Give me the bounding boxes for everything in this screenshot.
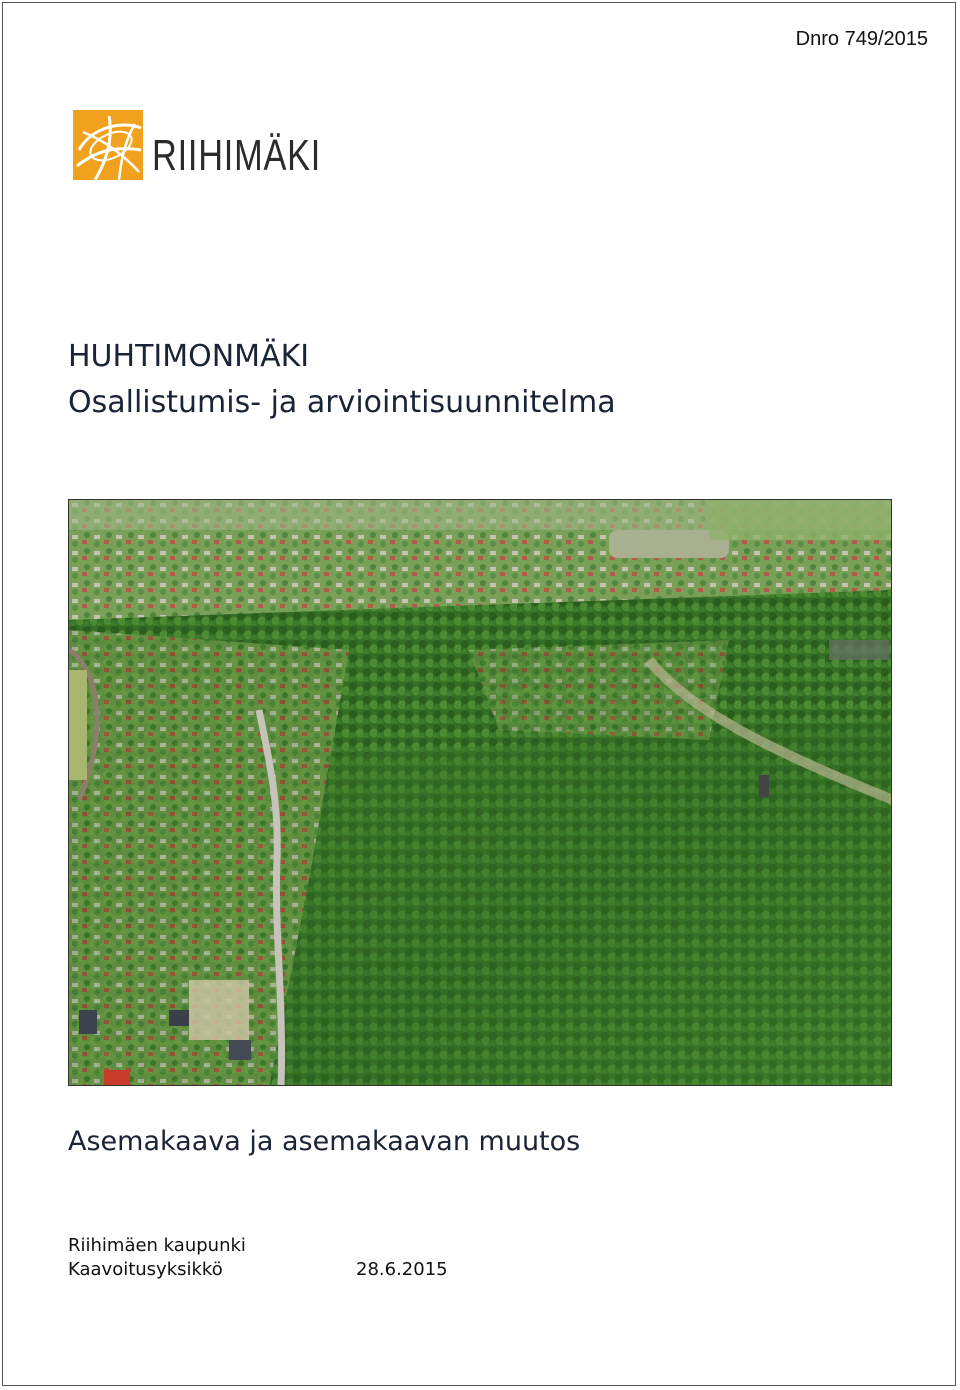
title-line-1: HUHTIMONMÄKI — [68, 339, 310, 374]
organization-name: Riihimäen kaupunki — [68, 1235, 246, 1256]
organization-block — [68, 1234, 246, 1282]
document-date: 28.6.2015 — [356, 1259, 448, 1280]
document-subtitle: Asemakaava ja asemakaavan muutos — [68, 1126, 581, 1157]
logo-wordmark: RIIHIMÄKI — [152, 131, 322, 180]
aerial-photo — [68, 499, 892, 1086]
document-reference: Dnro 749/2015 — [795, 28, 928, 50]
title-line-2: Osallistumis- ja arviointisuunnitelma — [68, 385, 616, 420]
aerial-photo-image — [69, 500, 892, 1086]
document-title — [68, 334, 616, 426]
organization-unit: Kaavoitusyksikkö — [68, 1259, 223, 1280]
